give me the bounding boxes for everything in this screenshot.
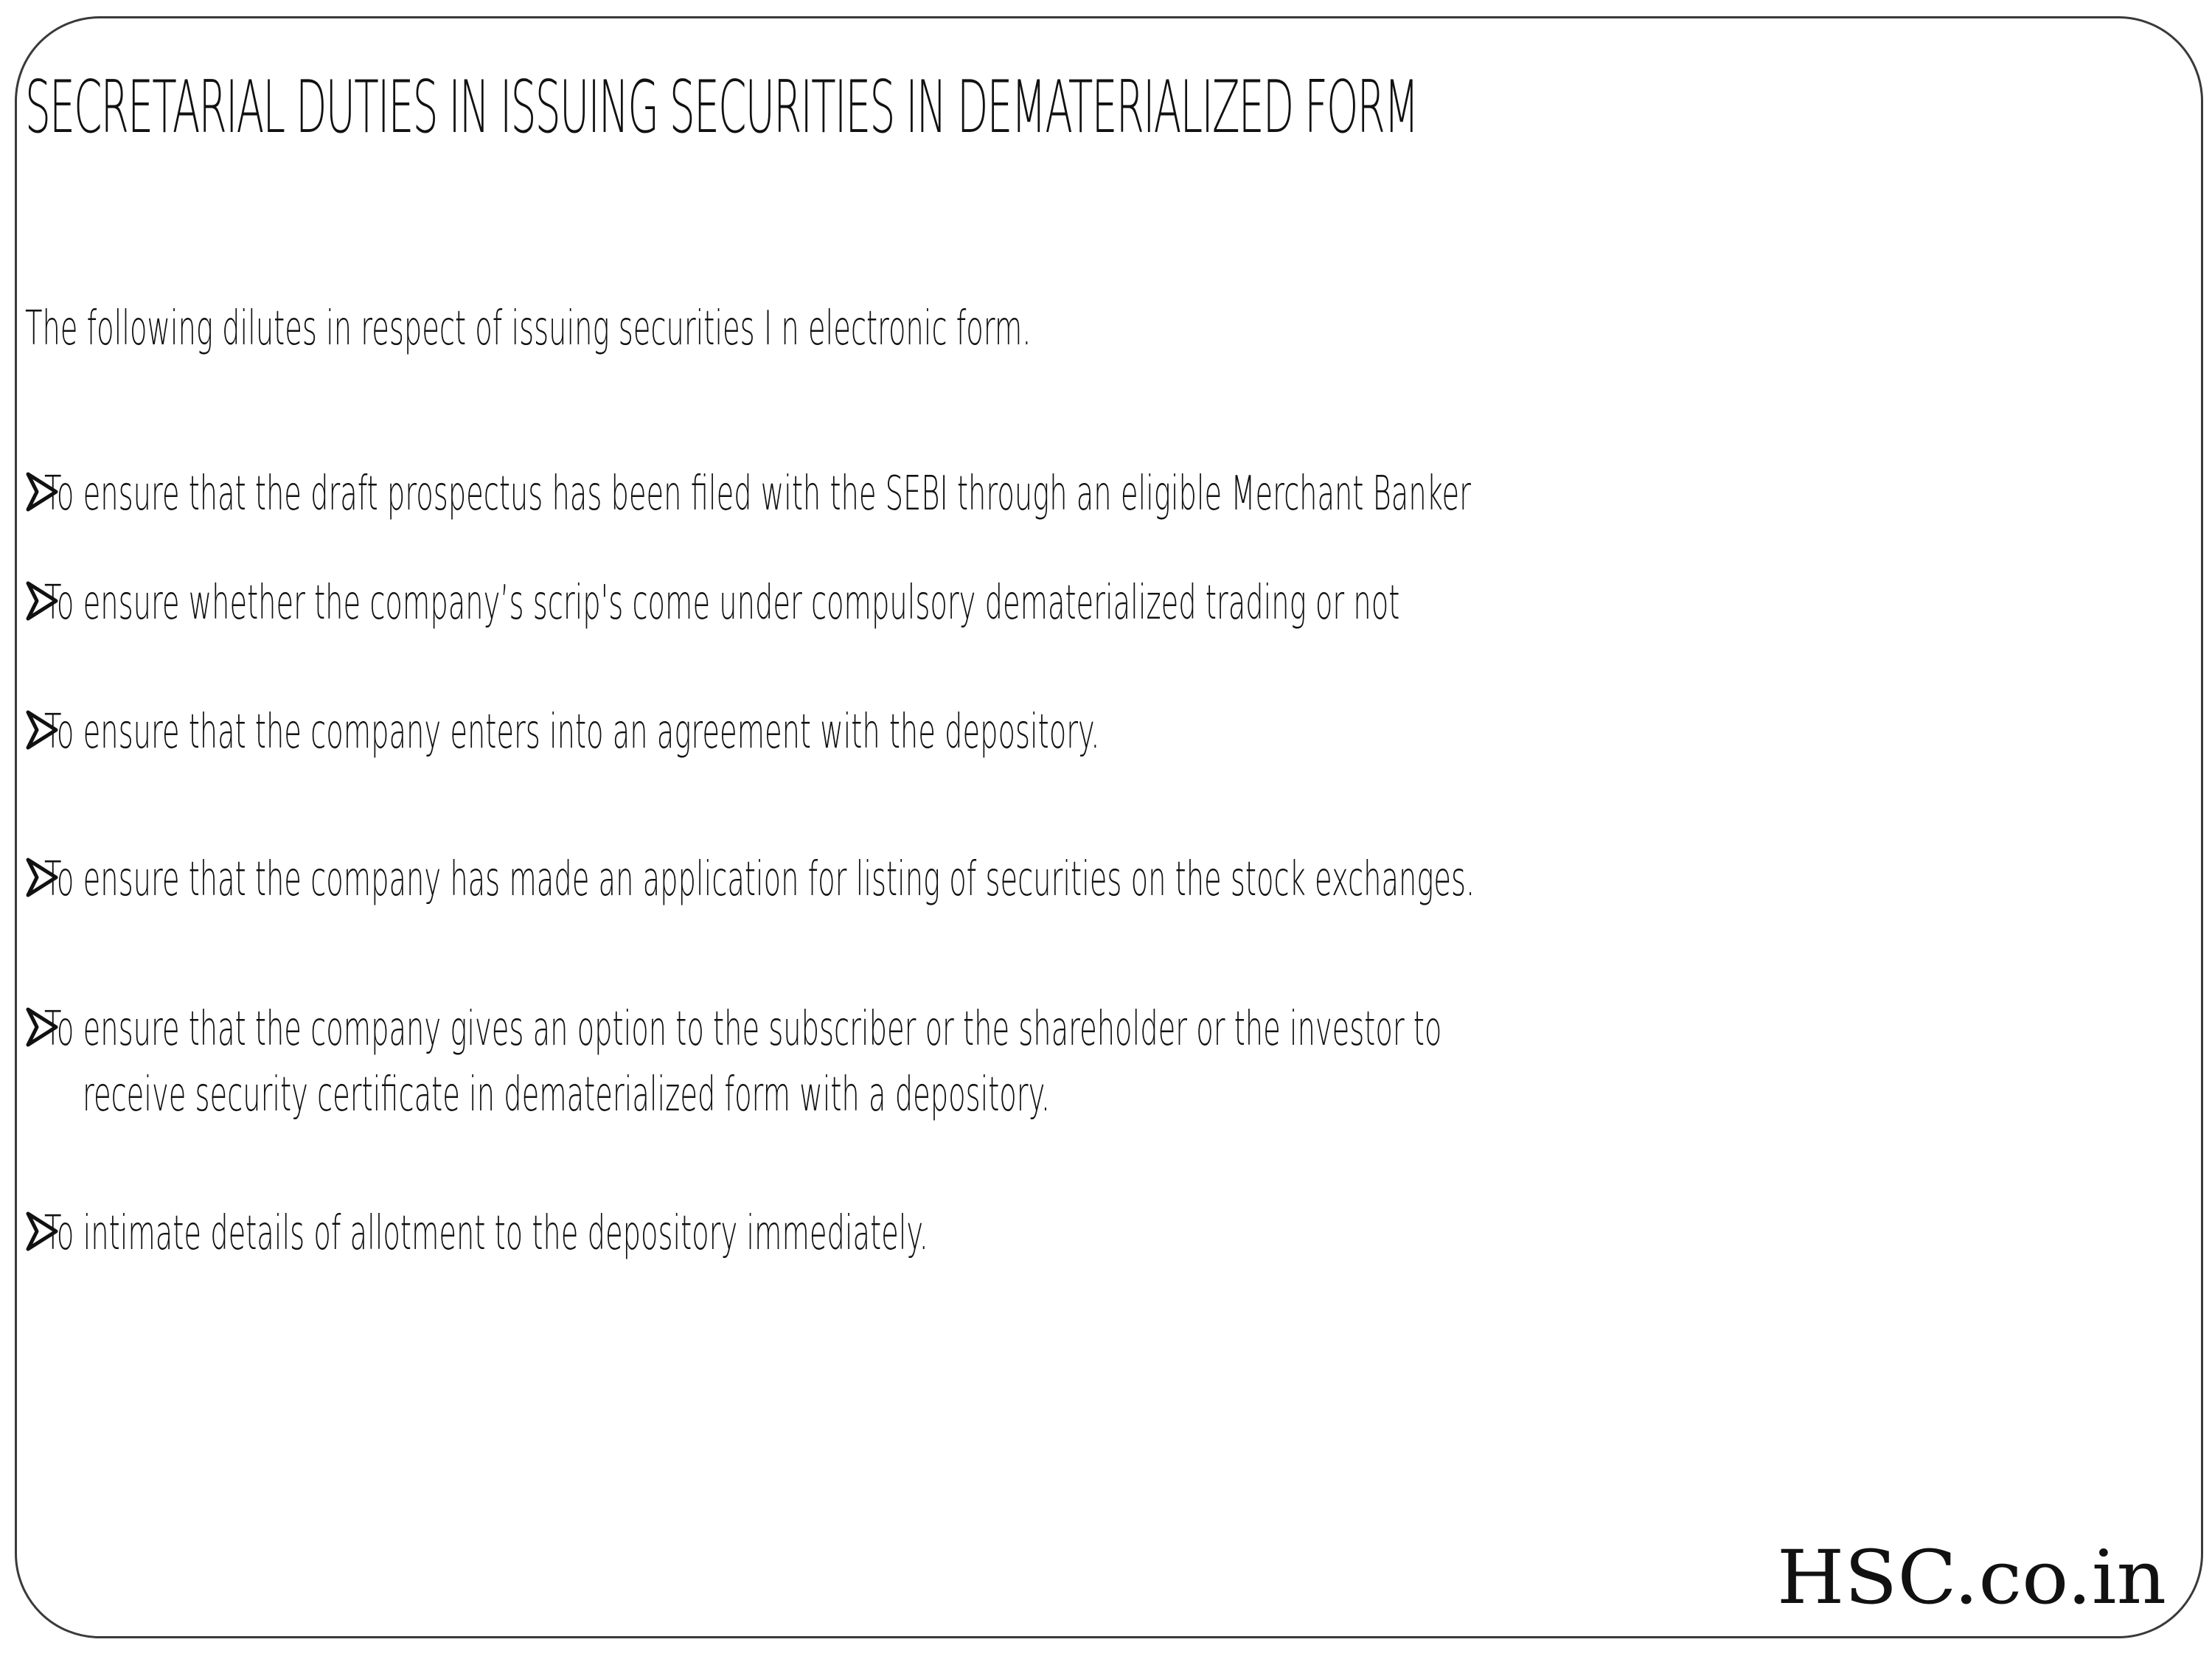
bullet-item-6 [25,1206,1517,1262]
slide-title: SECRETARIAL DUTIES IN ISSUING SECURITIES IN DEMATERIALIZED FORM [25,66,1418,150]
bullet-item-3 [25,704,1804,761]
bullet-item-5 [25,1001,2212,1124]
bullet-item-4 [25,852,2212,908]
bullet-text-3: To ensure that the company enters into an agreement with the depository. [44,705,1100,759]
bullet-item-2 [25,575,2212,632]
bullet-text-5-continuation: receive security certificate in dematerialized form with a depository. [83,1067,1051,1122]
bullet-text-5: To ensure that the company gives an option to the subscriber or the shareholder or the investor to [44,1002,1442,1057]
bullet-text-4: To ensure that the company has made an application for listing of securities on the stock exchanges. [44,852,1475,907]
bullet-item-1 [25,466,2212,523]
bullet-text-6: To intimate details of allotment to the depository immediately. [44,1206,928,1261]
site-watermark: HSC.co.in [1776,1534,2166,1621]
bullet-text-1: To ensure that the draft prospectus has been filed with the SEBI through an eligible Merchant Banker [44,467,1471,521]
intro-text: The following dilutes in respect of issuing securities I n electronic form. [25,302,1032,356]
slide-frame [15,16,2203,1638]
bullet-text-2: To ensure whether the company’s scrip's come under compulsory dematerialized trading or not [44,576,1400,630]
